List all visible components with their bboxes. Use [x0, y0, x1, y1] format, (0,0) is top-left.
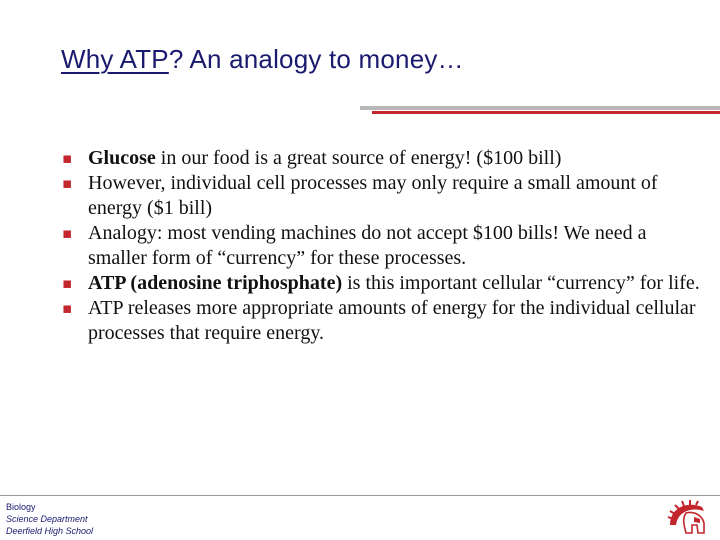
footer-department: Science Department: [6, 514, 88, 524]
bullet-bold-text: Glucose: [88, 147, 156, 169]
bullet-text: ATP releases more appropriate amounts of energy for the individual cellular processes that require energy.: [88, 297, 696, 344]
bullet-item: [62, 296, 702, 346]
bullet-text: is this important cellular “currency” for life.: [342, 272, 700, 294]
bullet-item: [62, 271, 702, 296]
square-bullet-icon: ▪: [62, 299, 73, 317]
bullet-text: in our food is a great source of energy! ($100 bill): [155, 147, 562, 169]
footer-text: [6, 501, 93, 537]
footer-school: Deerfield High School: [6, 526, 94, 536]
spartan-helmet-logo-icon: [664, 497, 714, 537]
bullet-text: Analogy: most vending machines do not accept $100 bills! We need a smaller form of “currency” for these processes.: [88, 222, 647, 269]
bullet-item: [62, 221, 702, 271]
footer-rule: [0, 495, 720, 496]
bullet-bold-text: ATP (adenosine triphosphate): [88, 272, 343, 294]
title-underlined-part: Why ATP: [61, 44, 169, 74]
slide-title: [61, 44, 464, 75]
title-rest: ? An analogy to money…: [168, 44, 464, 74]
title-rule-gray: [360, 106, 720, 110]
footer-subject: Biology: [6, 502, 36, 512]
bullet-list: [62, 146, 702, 346]
square-bullet-icon: ▪: [62, 149, 73, 167]
square-bullet-icon: ▪: [62, 174, 73, 192]
square-bullet-icon: ▪: [62, 274, 73, 292]
bullet-item: [62, 171, 702, 221]
title-rule-red: [372, 111, 720, 114]
bullet-text: However, individual cell processes may only require a small amount of energy ($1 bill): [88, 172, 658, 219]
bullet-item: [62, 146, 702, 171]
square-bullet-icon: ▪: [62, 224, 73, 242]
